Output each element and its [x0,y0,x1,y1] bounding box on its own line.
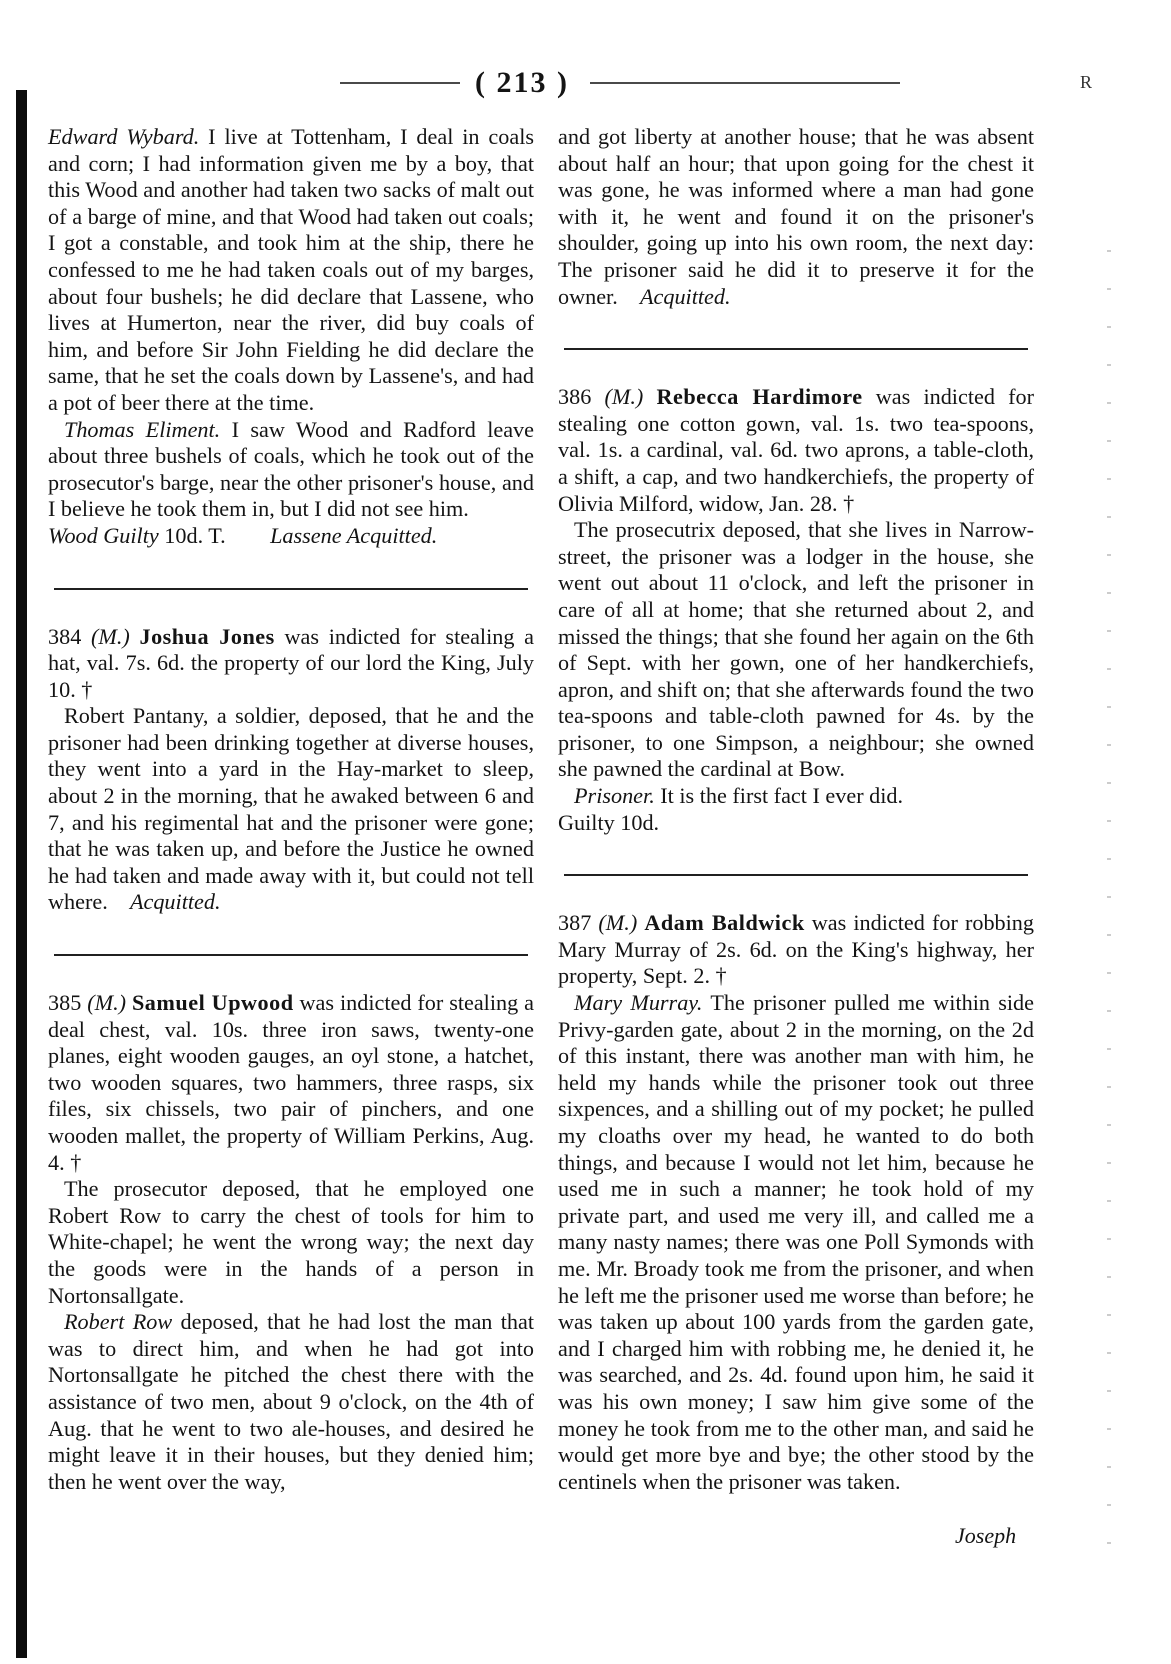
testimony-paragraph [48,124,534,417]
speaker-name: Prisoner. [574,783,655,809]
page-number: ( 213 ) [475,66,569,99]
verdict-line [558,810,1034,837]
verdict-sentence: Guilty 10d. [558,809,660,835]
paragraph-text: and got liberty at another house; that he was absent about half an hour; that upon going for the chest it was gone, he was informed where a man had gone with it, he went and found it on the prisoner's shoulder, going up into his own room, the next day: The prisoner said he did it to preserve it for the owner. [558,124,1034,309]
case-number: 384 [48,623,82,649]
speaker-name: Robert Row [64,1309,173,1335]
case-number: 387 [558,910,592,936]
paragraph-text: The prosecutrix deposed, that she lives in Narrow-street, the prisoner was a lodger in the house, she went out about 11 o'clock, and left the prisoner in care of all at home; that she returned about 2, and missed the things; that she found her again on the 6th of Sept. with her gown, one of her handkerchiefs, apron, and shift on; that she afterwards found the two tea-spoons and table-cloth pawned for 4s. by the prisoner, to one Simpson, a neighbour; she owned she pawned the cardinal at Bow. [558,517,1034,782]
verdict-other: Lassene Acquitted. [270,522,438,548]
court-code: (M.) [591,910,645,936]
header-rule-right [590,82,900,84]
indictment-paragraph [558,384,1034,517]
testimony-paragraph [558,517,1034,783]
verdict-sentence: 10d. T. [158,522,226,548]
speaker-name: Thomas Eliment. [64,416,221,442]
paragraph-text: I saw Wood and Radford leave about three bushels of coals, which he took out of the prosecutor's barge, near the other prisoner's house, and I believe he took them in, but I did not see him. [48,416,534,522]
paragraph-text: It is the first fact I ever did. [654,783,904,809]
header-rule-left [340,82,460,84]
defendant-name: Rebecca Hardimore [656,384,863,410]
testimony-paragraph [558,783,1034,810]
court-code: (M.) [81,990,132,1016]
page-header [340,66,900,110]
indictment-paragraph [558,910,1034,990]
section-rule [564,874,1028,876]
testimony-paragraph [48,417,534,523]
testimony-paragraph [558,124,1034,310]
defendant-name: Adam Baldwick [644,910,805,936]
case-number: 386 [558,384,592,410]
section-rule [54,954,528,956]
speaker-name: Edward Wybard. [48,124,200,149]
case-number: 385 [48,990,82,1016]
paragraph-text: was indicted for stealing a hat, val. 7s. 6d. the property of our lord the King, July 10. † [48,623,534,702]
testimony-paragraph [558,990,1034,1495]
speaker-name: Mary Murray. [574,990,703,1016]
verdict-defendant: Wood Guilty [48,522,159,548]
court-code: (M.) [81,623,140,649]
catchword: Joseph [955,1523,1017,1548]
indictment-paragraph [48,990,534,1176]
defendant-name: Samuel Upwood [131,990,294,1016]
testimony-paragraph [48,1176,534,1309]
section-rule [564,348,1028,350]
scan-specks [1107,250,1111,1550]
verdict-inline: Acquitted. [129,889,221,915]
paragraph-text: deposed, that he had lost the man that was to direct him, and when he had got into Nortonsallgate he pitched the chest there with the assistance of two men, about 9 o'clock, on the 4th of Aug. that he went to two ale-houses, and desired he might leave it in their houses, but they denied him; then he went over the way, [48,1309,534,1494]
paragraph-text: was indicted for stealing one cotton gown, val. 1s. two tea-spoons, val. 1s. a cardinal, val. 6d. two aprons, a table-cloth, a shift, a cap, and two handkerchiefs, the property of Olivia Milford, widow, Jan. 28. † [558,384,1034,516]
paragraph-text: I live at Tottenham, I deal in coals and corn; I had information given me by a boy, that this Wood and another had taken two sacks of malt out of a barge of mine, and that Wood had taken out coals; I got a constable, and took him at the ship, there he confessed to me he had taken coals out of my barges, about four bushels; he did declare that Lassene, who lives at Humerton, near the river, did buy coals of him, and before Sir John Fielding he did declare the same, that he set the coals down by Lassene's, and had a pot of beer there at the time. [48,124,535,415]
section-rule [54,588,528,590]
paragraph-text: The prisoner pulled me within side Privy-garden gate, about 2 in the morning, on the 2d of this instant, there was another man with him, he held my hands while the prisoner took out three sixpences, and a shilling out of my pocket; he pulled my cloaths over my head, he wanted to do both things, and because I would not let him, because he used me in such a manner; he took hold of my private part, and used me very ill, and called me a many nasty names; there was one Poll Symonds with me. Mr. Broady took me from the prisoner, and when he left me the prisoner used me worse than before; he was taken up about 100 yards from the garden gate, and I charged him with robbing me, he denied it, he was searched, and 2s. 4d. found upon him, he said it was his own money; I saw him give some of the money he took from me to the other man, and said he would get more bye and bye; the other stood by the centinels when the prisoner was taken. [558,990,1035,1494]
paragraph-text: Robert Pantany, a soldier, deposed, that he and the prisoner had been drinking together at diverse houses, they went into a yard in the Hay-market to sleep, about 2 in the morning, that he awaked between 6 and 7, and his regimental hat and the prisoner were gone; that he was taken up, and before the Justice he owned he had taken and made away with it, but could not tell where. [48,703,534,915]
court-code: (M.) [591,384,657,410]
verdict-line [48,523,534,550]
paragraph-text: The prosecutor deposed, that he employed one Robert Row to carry the chest of tools for him to White-chapel; he went the wrong way; the next day the goods were in the hands of a person in Nortonsallgate. [48,1176,534,1308]
right-column [558,124,1034,1495]
testimony-paragraph [48,703,534,916]
paragraph-text: was indicted for stealing a deal chest, val. 10s. three iron saws, twenty-one planes, eight wooden gauges, an oyl stone, a hatchet, two wooden squares, two hammers, three rasps, six files, six chissels, two pair of pinchers, and one wooden mallet, the property of William Perkins, Aug. 4. † [48,990,534,1175]
defendant-name: Joshua Jones [139,623,275,649]
page-mark: R [1080,72,1093,92]
left-column [48,124,534,1495]
verdict-inline: Acquitted. [639,283,731,309]
paragraph-text: was indicted for robbing Mary Murray of 2s. 6d. on the King's highway, her property, Sept. 2. † [558,910,1034,989]
indictment-paragraph [48,624,534,704]
binding-edge [16,90,27,1658]
testimony-paragraph [48,1309,534,1495]
